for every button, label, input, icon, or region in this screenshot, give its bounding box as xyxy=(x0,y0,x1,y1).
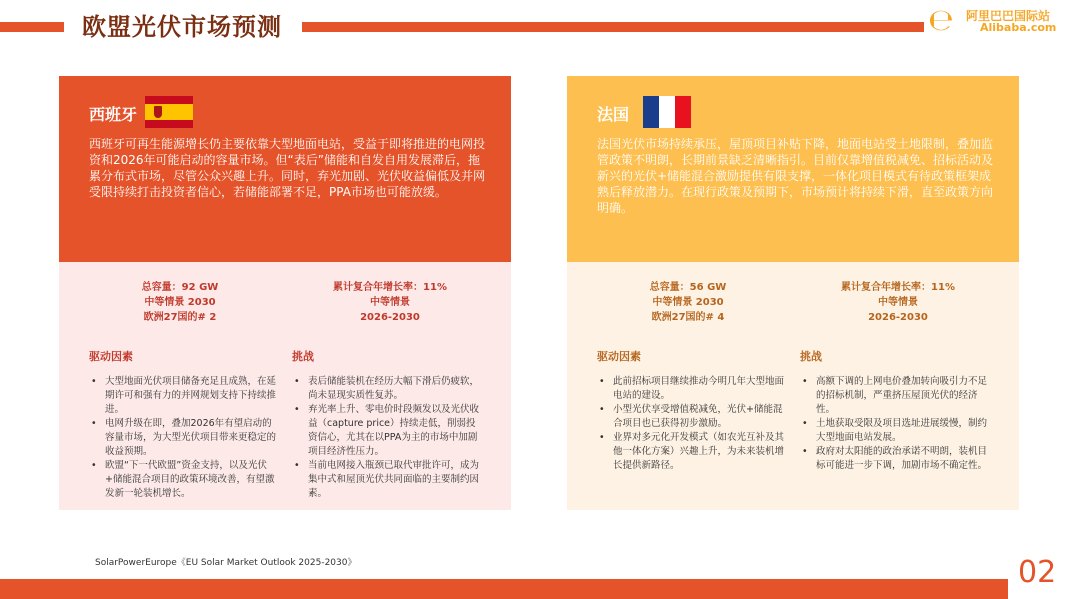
footer-bar xyxy=(0,579,1008,599)
france-card xyxy=(567,76,1019,510)
drivers-title: 驱动因素 xyxy=(597,350,641,363)
stat-line: 中等情景 xyxy=(878,297,918,308)
list-item: • 欧盟“下一代欧盟”资金支持，以及光伏+储能混合项目的政策环境改善，有望激发新一轮装机增长。 xyxy=(89,459,279,501)
page-number: 02 xyxy=(1018,555,1057,590)
cagr-stat xyxy=(305,280,475,325)
challenges-list xyxy=(800,375,990,473)
list-item: • 弃光率上升、零电价时段频发以及光伏收益（capture price）持续走低，削弱投资信心，尤其在以PPA为主的市场中加剧项目经济性压力。 xyxy=(292,403,482,459)
country-description: 法国光伏市场持续承压，屋顶项目补贴下降，地面电站受土地限制，叠加监管政策不明朗，长期前景缺乏清晰指引。目前仅靠增值税减免、招标活动及新兴的光伏+储能混合激励提供有限支撑，一体化项目模式有待政策框架成熟后释放潜力。在现行政策及预期下，市场预计将持续下滑，直至政策方向明确。 xyxy=(597,137,994,215)
header-right-bar xyxy=(302,22,924,32)
challenges-title: 挑战 xyxy=(800,350,822,363)
stat-line: 2026-2030 xyxy=(360,312,420,323)
country-description: 西班牙可再生能源增长仍主要依靠大型地面电站，受益于即将推进的电网投资和2026年可能启动的容量市场。但“表后”储能和自发自用发展滞后，拖累分布式市场，尽管公众兴趣上升。同时，弃光加剧、光伏收益偏低及并网受限持续打击投资者信心，若储能部署不足，PPA市场也可能放缓。 xyxy=(89,137,486,199)
list-item: • 政府对太阳能的政治承诺不明朗，装机目标可能进一步下调，加剧市场不确定性。 xyxy=(800,445,990,473)
stat-line: 欧洲27国的# 4 xyxy=(651,312,725,323)
list-item: • 表后储能装机在经历大幅下滑后仍疲软，尚未显现实质性复苏。 xyxy=(292,375,482,403)
cagr-stat xyxy=(813,280,983,325)
stat-line: 总容量：56 GW xyxy=(649,282,727,293)
list-item: • 当前电网接入瓶颈已取代审批许可，成为集中式和屋顶光伏共同面临的主要制约因素。 xyxy=(292,459,482,501)
stat-line: 中等情景 xyxy=(370,297,410,308)
logo-cn-text: 阿里巴巴国际站 xyxy=(966,9,1051,23)
france-card-header xyxy=(567,76,1019,262)
spain-card xyxy=(59,76,511,510)
stat-line: 欧洲27国的# 2 xyxy=(143,312,217,323)
stat-line: 2026-2030 xyxy=(868,312,928,323)
list-item: • 电网升级在即，叠加2026年有望启动的容量市场，为大型光伏项目带来更稳定的收益预期。 xyxy=(89,417,279,459)
alibaba-logo xyxy=(928,4,1078,38)
list-item: • 此前招标项目继续推动今明几年大型地面电站的建设。 xyxy=(597,375,787,403)
drivers-title: 驱动因素 xyxy=(89,350,133,363)
capacity-stat xyxy=(115,280,245,325)
stat-line: 总容量：92 GW xyxy=(141,282,219,293)
list-item: • 业界对多元化开发模式（如农光互补及其他一体化方案）兴趣上升，为未来装机增长提供新路径。 xyxy=(597,431,787,473)
list-item: • 土地获取受限及项目选址进展缓慢，制约大型地面电站发展。 xyxy=(800,417,990,445)
list-item: • 高额下调的上网电价叠加转向吸引力不足的招标机制，严重挤压屋顶光伏的经济性。 xyxy=(800,375,990,417)
page-title: 欧盟光伏市场预测 xyxy=(82,13,282,41)
challenges-list xyxy=(292,375,482,501)
stat-line: 中等情景 2030 xyxy=(652,297,724,308)
alibaba-logo-icon: ℮ xyxy=(928,3,954,38)
country-name: 西班牙 xyxy=(89,105,138,124)
list-item: • 小型光伏享受增值税减免，光伏+储能混合项目也已获得初步激励。 xyxy=(597,403,787,431)
stat-line: 累计复合年增长率：11% xyxy=(333,282,447,293)
france-flag-icon xyxy=(643,96,691,128)
capacity-stat xyxy=(623,280,753,325)
spain-flag-icon xyxy=(145,96,193,128)
source-citation: SolarPowerEurope《EU Solar Market Outlook 2025-2030》 xyxy=(95,558,357,568)
drivers-list xyxy=(597,375,787,473)
country-name: 法国 xyxy=(597,105,630,124)
list-item: • 大型地面光伏项目储备充足且成熟，在延期许可和强有力的并网规划支持下持续推进。 xyxy=(89,375,279,417)
stat-line: 累计复合年增长率：11% xyxy=(841,282,955,293)
stat-line: 中等情景 2030 xyxy=(144,297,216,308)
drivers-list xyxy=(89,375,279,501)
logo-en-text: Alibaba.com xyxy=(980,21,1057,34)
spain-card-header xyxy=(59,76,511,262)
challenges-title: 挑战 xyxy=(292,350,314,363)
header-left-bar xyxy=(0,22,64,32)
